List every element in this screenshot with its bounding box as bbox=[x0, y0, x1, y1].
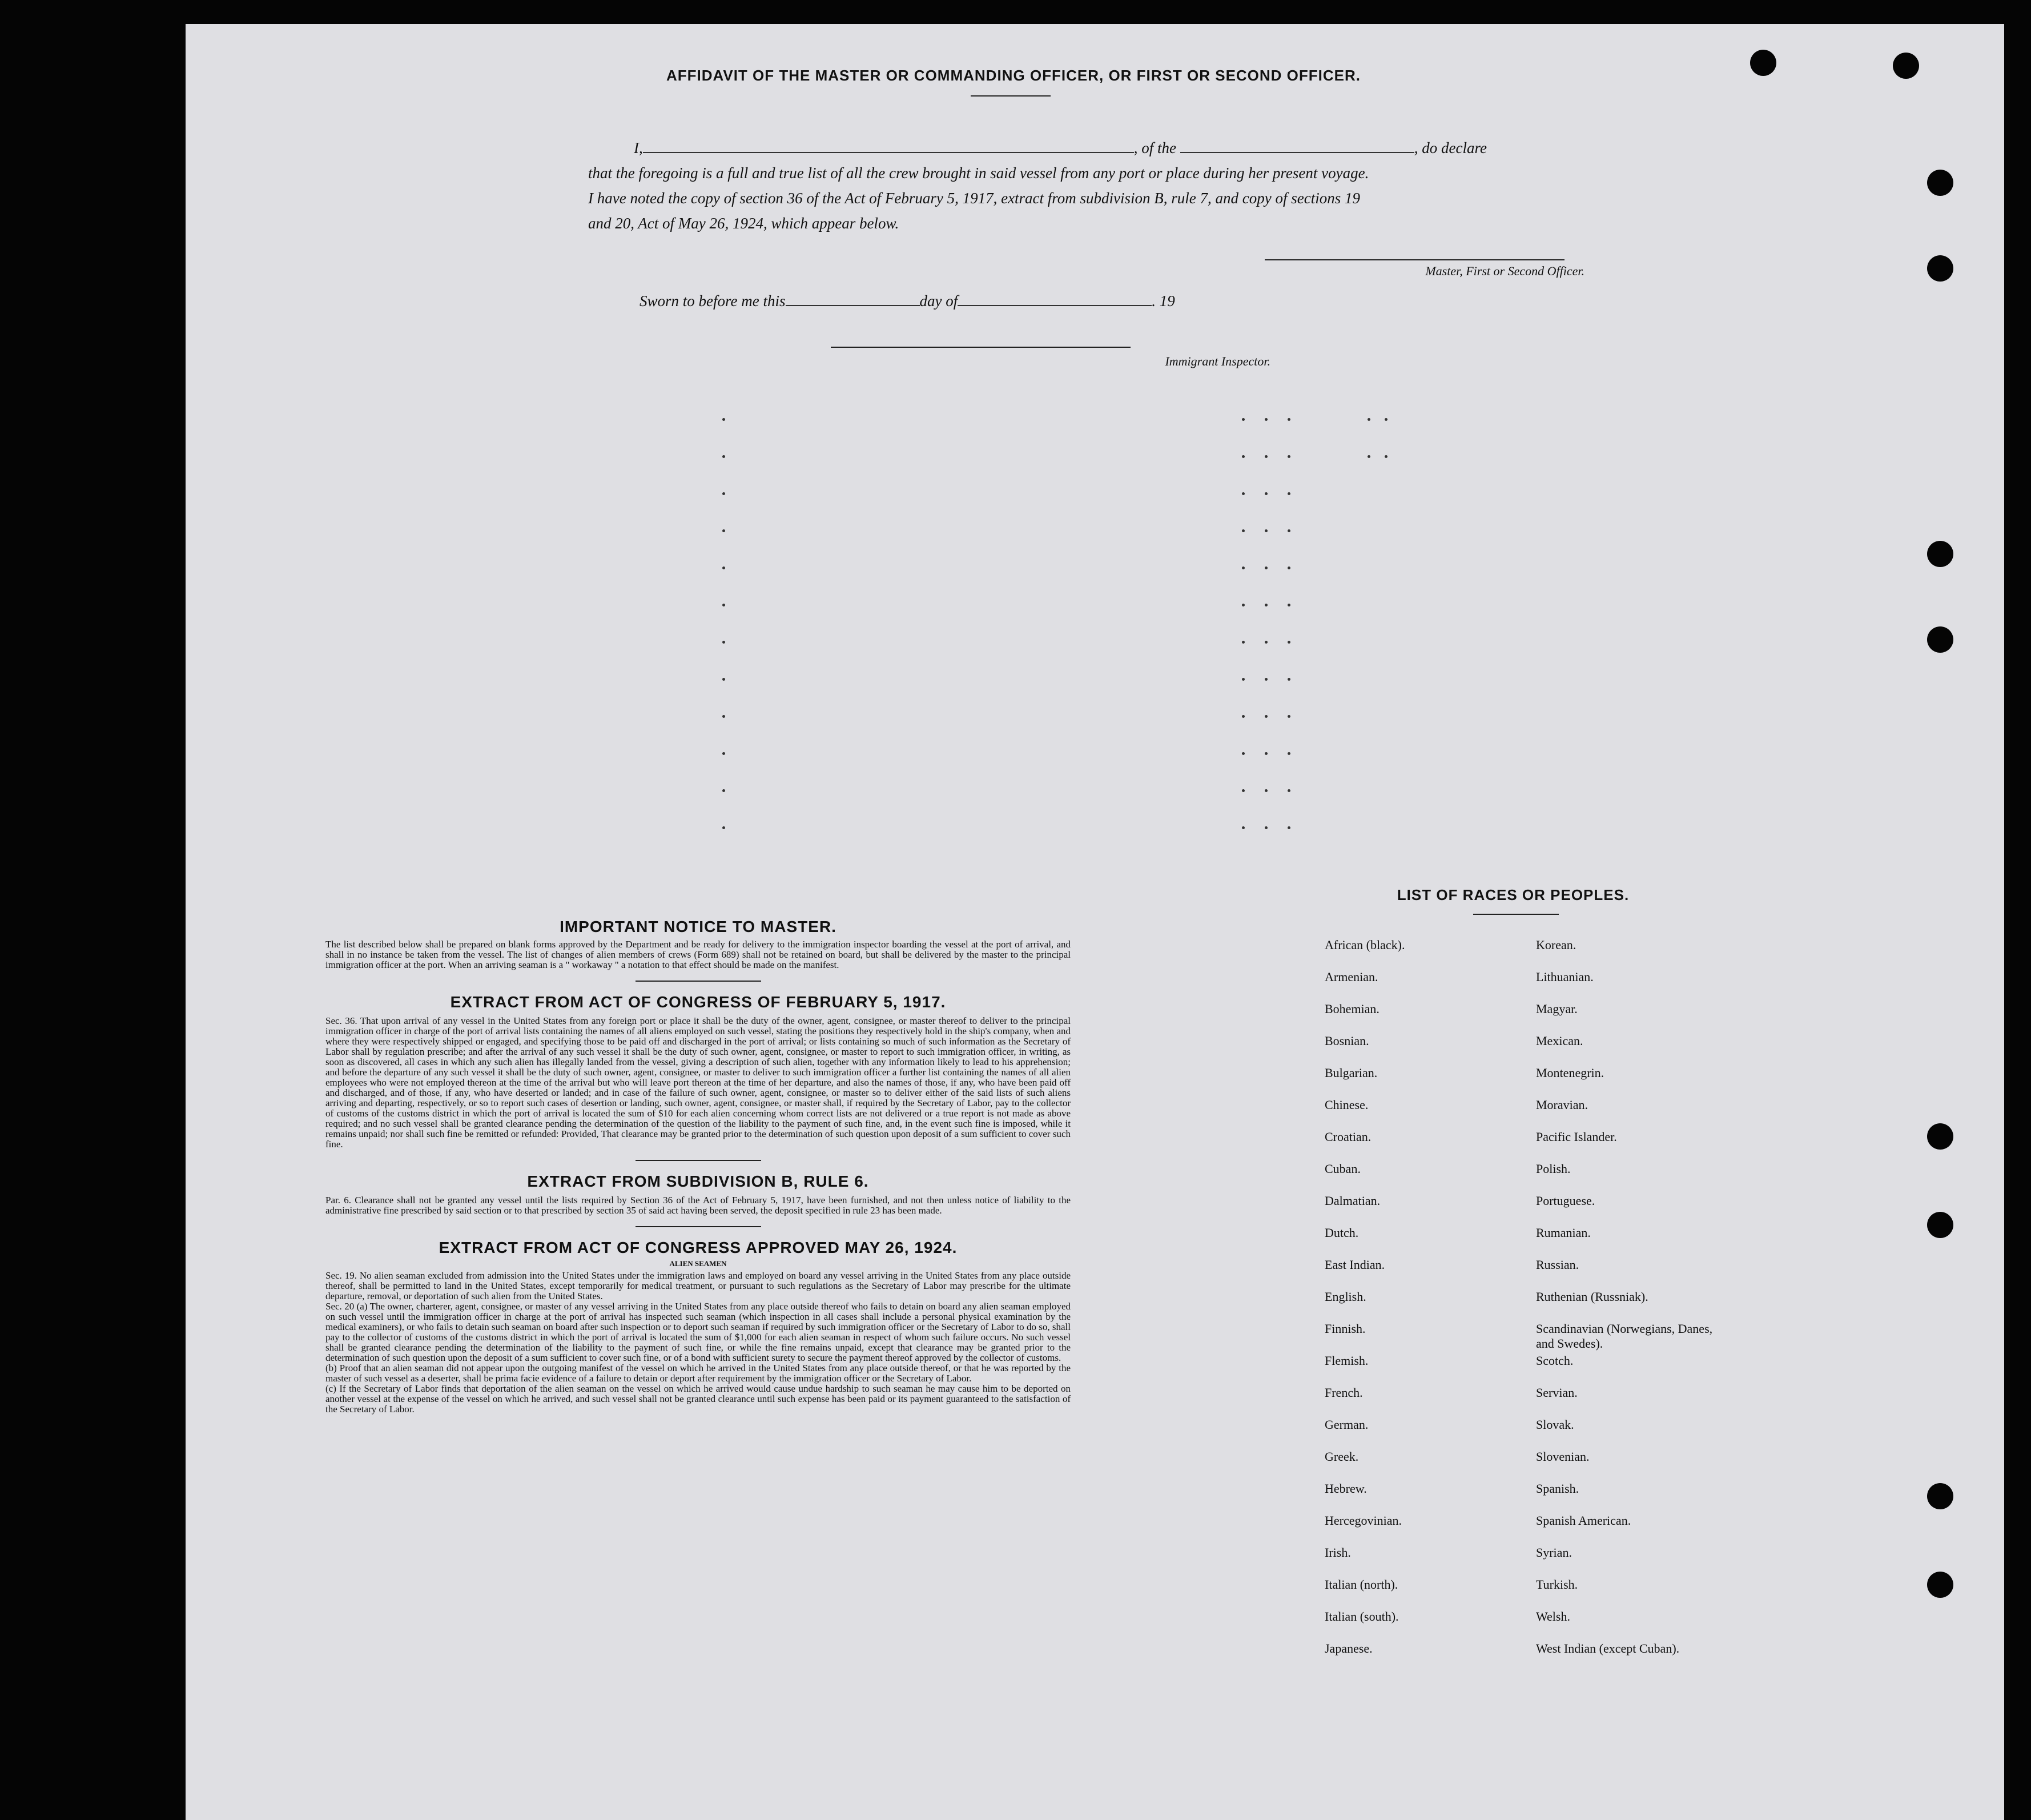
divider bbox=[971, 95, 1051, 97]
race-item: East Indian. bbox=[1325, 1257, 1385, 1272]
punch-hole bbox=[1927, 626, 1953, 653]
race-item: Lithuanian. bbox=[1536, 970, 1594, 984]
race-item: Italian (south). bbox=[1325, 1609, 1399, 1624]
race-item: Portuguese. bbox=[1536, 1194, 1595, 1208]
legal-column bbox=[325, 918, 1071, 1415]
race-item: Hebrew. bbox=[1325, 1481, 1367, 1496]
declarant-name-field[interactable] bbox=[643, 139, 1134, 153]
sec-20b-text: (b) Proof that an alien seaman did not appear upon the outgoing manifest of the vessel on which he arrived in the United States from any place outside thereof, or that he was reported by the master of such vessel as a deserter, shall be prima facie evidence of a failure to detain or deport after requirement by the immigration officer or the Secretary of Labor. bbox=[325, 1363, 1071, 1384]
master-signature-line[interactable] bbox=[1265, 259, 1565, 260]
vessel-name-field[interactable] bbox=[1180, 139, 1414, 153]
sec-20a-text: Sec. 20 (a) The owner, charterer, agent, consignee, or master of any vessel arriving in the United States from any place outside thereof who fails to detain on board any alien seaman employed on such vessel until the immigration officer in charge at the port of arrival has inspected such seaman (which inspection in all cases shall include a personal physical examination by the medical examiners), or who fails to detain such seaman on board after such inspection or to deport such seaman if required by such immigration officer or the Secretary of Labor to do so, shall pay to the collector of customs of the customs district in which the port of arrival is located the sum of $1,000 for each alien seaman in respect of whom such failure occurs. No such vessel shall be granted clearance pending the determination of the liability to the payment of such fine, or while the fine remains unpaid, except that clearance may be granted prior to the determination of such question upon the deposit of a sum sufficient to cover such fine, or of a bond with sufficient surety to secure the payment thereof approved by the collector of customs. bbox=[325, 1301, 1071, 1363]
race-item: Mexican. bbox=[1536, 1034, 1583, 1048]
race-item: Bohemian. bbox=[1325, 1002, 1380, 1016]
race-item: Ruthenian (Russniak). bbox=[1536, 1289, 1648, 1304]
affidavit-declaration bbox=[588, 135, 1602, 236]
race-item: Pacific Islander. bbox=[1536, 1130, 1617, 1144]
punch-hole bbox=[1893, 53, 1919, 79]
race-item: Armenian. bbox=[1325, 970, 1378, 984]
races-column-1 bbox=[1325, 938, 1519, 1673]
race-item: Slovenian. bbox=[1536, 1449, 1590, 1464]
race-item: Montenegrin. bbox=[1536, 1066, 1604, 1080]
race-item: Irish. bbox=[1325, 1545, 1351, 1560]
race-item: Flemish. bbox=[1325, 1353, 1369, 1368]
extract-1924-subtitle: ALIEN SEAMEN bbox=[669, 1259, 727, 1268]
race-item: Croatian. bbox=[1325, 1130, 1372, 1144]
race-item: Bulgarian. bbox=[1325, 1066, 1378, 1080]
punch-hole bbox=[1927, 255, 1953, 282]
declaration-body-line: I have noted the copy of section 36 of the Act of February 5, 1917, extract from subdivision B, rule 7, and copy of sections 19 bbox=[588, 190, 1360, 207]
divider bbox=[636, 1226, 761, 1227]
race-item: Spanish American. bbox=[1536, 1513, 1631, 1528]
declarant-label: I, bbox=[634, 139, 643, 156]
race-item: German. bbox=[1325, 1417, 1369, 1432]
race-item: Russian. bbox=[1536, 1257, 1579, 1272]
master-signature-label: Master, First or Second Officer. bbox=[1425, 264, 1584, 278]
race-item: Moravian. bbox=[1536, 1098, 1588, 1112]
race-item: English. bbox=[1325, 1289, 1366, 1304]
race-item: Polish. bbox=[1536, 1162, 1571, 1176]
punch-hole bbox=[1927, 1123, 1953, 1150]
sworn-label: Sworn to before me this bbox=[640, 292, 786, 310]
races-title: LIST OF RACES OR PEOPLES. bbox=[1397, 886, 1630, 903]
race-item: Greek. bbox=[1325, 1449, 1359, 1464]
race-item: Korean. bbox=[1536, 938, 1576, 952]
race-item: Slovak. bbox=[1536, 1417, 1574, 1432]
extract-rule6-text: Par. 6. Clearance shall not be granted any vessel until the lists required by Section 36 of the Act of February 5, 1917, have been furnished, and not then unless notice of liability to the administrative fine prescribed by said section or to that prescribed by section 35 of said act having been served, the deposit specified in rule 23 has been made. bbox=[325, 1195, 1071, 1216]
document-page bbox=[186, 24, 2004, 1820]
divider bbox=[636, 1160, 761, 1161]
extract-1917-text: Sec. 36. That upon arrival of any vessel in the United States from any foreign port or place it shall be the duty of the owner, agent, consignee, or master thereof to deliver to the principal immigration officer in charge of the port of arrival lists containing the names of all aliens employed on such vessel, stating the positions they respectively hold in the ship's company, when and where they were respectively shipped or engaged, and specifying those to be paid off and discharged in the port of arrival; or lists containing so much of such information as the Secretary of Labor shall by regulation prescribe; and after the arrival of any such vessel it shall be the duty of such owner, agent, consignee, or master to report to such immigration officer, in writing, as soon as discovered, all cases in which any such alien has illegally landed from the vessel, giving a description of such alien, together with any information likely to lead to his apprehension; and before the departure of any such vessel it shall be the duty of such owner, agent, consignee, or master to deliver to such immigration officer a further list containing the names of all alien employees who were not employed thereon at the time of the arrival but who will leave port thereon at the time of her departure, and also the names of those, if any, who have been paid off and discharged, and of those, if any, who have deserted or landed; and in case of the failure of such owner, agent, consignee, or master so to deliver either of the said lists of such aliens arriving and departing, respectively, or so to report such cases of desertion or landing, such owner, agent, consignee, or master shall, if required by the Secretary of Labor, pay to the collector of customs of the customs district in which the port of arrival is located the sum of $10 for each alien concerning whom correct lists are not delivered or a true report is not made as above required; and no such vessel shall be granted clearance pending the determination of the question of the liability to the payment of such fine, and, in the event such fine is imposed, while it remains unpaid; nor shall such fine be remitted or refunded: Provided, That clearance may be granted prior to the determination of such question upon deposit of a sum sufficient to cover such fine. bbox=[325, 1015, 1071, 1150]
race-item: Servian. bbox=[1536, 1385, 1578, 1400]
punch-hole bbox=[1927, 1483, 1953, 1509]
race-item: Syrian. bbox=[1536, 1545, 1572, 1560]
punch-hole bbox=[1750, 50, 1776, 76]
race-item: Scandinavian (Norwegians, Danes, and Swedes). bbox=[1536, 1321, 1713, 1351]
declaration-line bbox=[588, 135, 1602, 160]
punch-hole bbox=[1927, 541, 1953, 567]
divider bbox=[636, 981, 761, 982]
sec-20c-text: (c) If the Secretary of Labor finds that deportation of the alien seaman on the vessel on which he arrived would cause undue hardship to such seaman he may cause him to be deported on another vessel at the expense of the vessel on which he arrived, and such vessel shall not be granted clearance until such expense has been paid or its payment guaranteed to the satisfaction of the Secretary of Labor. bbox=[325, 1383, 1071, 1415]
race-item: Rumanian. bbox=[1536, 1226, 1591, 1240]
race-item: African (black). bbox=[1325, 938, 1405, 952]
race-item: Italian (north). bbox=[1325, 1577, 1398, 1592]
vessel-label: , of the bbox=[1133, 139, 1176, 156]
notice-title: IMPORTANT NOTICE TO MASTER. bbox=[560, 918, 836, 935]
race-item: Dutch. bbox=[1325, 1226, 1359, 1240]
races-column-2 bbox=[1536, 938, 1730, 1673]
race-item: Turkish. bbox=[1536, 1577, 1578, 1592]
sec-19-text: Sec. 19. No alien seaman excluded from admission into the United States under the immigration laws and employed on board any vessel arriving in the United States from any place outside thereof, shall be permitted to land in the United States, except temporarily for medical treatment, or pursuant to such regulations as the Secretary of Labor may prescribe for the ultimate departure, removal, or deportation of such alien from the United States. bbox=[325, 1270, 1071, 1301]
race-item: Hercegovinian. bbox=[1325, 1513, 1402, 1528]
race-item: Finnish. bbox=[1325, 1321, 1366, 1336]
affidavit-title: AFFIDAVIT OF THE MASTER OR COMMANDING OFFICER, OR FIRST OR SECOND OFFICER. bbox=[666, 67, 1361, 84]
declaration-body-line: and 20, Act of May 26, 1924, which appear below. bbox=[588, 215, 899, 232]
extract-1924-title: EXTRACT FROM ACT OF CONGRESS APPROVED MAY 26, 1924. bbox=[439, 1239, 958, 1256]
race-item: Japanese. bbox=[1325, 1641, 1373, 1656]
inspector-signature-label: Immigrant Inspector. bbox=[1165, 354, 1270, 368]
divider bbox=[1473, 914, 1559, 915]
notice-text: The list described below shall be prepared on blank forms approved by the Department and be ready for delivery to the immigration inspector boarding the vessel at the port of arrival, and shall in no instance be taken from the vessel. The list of changes of alien members of crews (Form 689) shall not be retained on board, but shall be delivered by the master to the principal immigration officer at the port. When an arriving seaman is a " workaway " a notation to that effect should be made on the manifest. bbox=[325, 939, 1071, 970]
race-item: Chinese. bbox=[1325, 1098, 1369, 1112]
race-item: Cuban. bbox=[1325, 1162, 1361, 1176]
inspector-signature-line[interactable] bbox=[831, 347, 1131, 348]
extract-rule6-title: EXTRACT FROM SUBDIVISION B, RULE 6. bbox=[527, 1172, 869, 1190]
race-item: Dalmatian. bbox=[1325, 1194, 1381, 1208]
race-item: Bosnian. bbox=[1325, 1034, 1369, 1048]
day-of-label: day of bbox=[919, 292, 958, 310]
race-item: Magyar. bbox=[1536, 1002, 1578, 1016]
extract-1917-title: EXTRACT FROM ACT OF CONGRESS OF FEBRUARY 5, 1917. bbox=[450, 993, 946, 1011]
sworn-year-label: . 19 bbox=[1152, 292, 1175, 310]
declare-text: , do declare bbox=[1414, 139, 1487, 156]
sworn-day-field[interactable] bbox=[786, 292, 920, 306]
sworn-month-field[interactable] bbox=[958, 292, 1152, 306]
declaration-body-line: that the foregoing is a full and true list of all the crew brought in said vessel from any port or place during her present voyage. bbox=[588, 164, 1369, 182]
race-item: Spanish. bbox=[1536, 1481, 1579, 1496]
race-item: West Indian (except Cuban). bbox=[1536, 1641, 1680, 1656]
race-item: Welsh. bbox=[1536, 1609, 1570, 1624]
race-item: French. bbox=[1325, 1385, 1363, 1400]
punch-hole bbox=[1927, 170, 1953, 196]
sworn-line bbox=[640, 292, 1175, 310]
race-item: Scotch. bbox=[1536, 1353, 1574, 1368]
punch-hole bbox=[1927, 1572, 1953, 1598]
punch-hole bbox=[1927, 1212, 1953, 1238]
